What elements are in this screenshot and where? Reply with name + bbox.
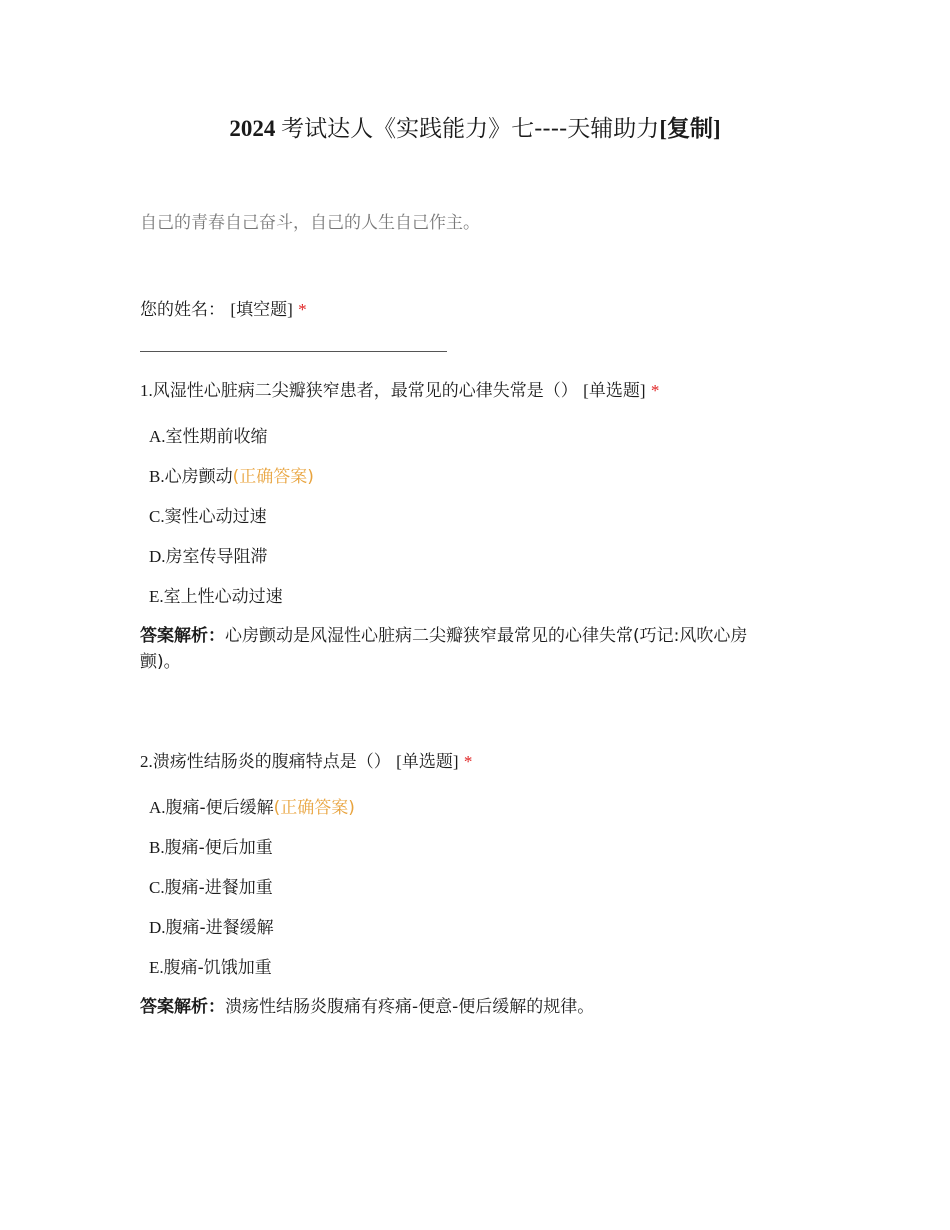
title-text: 考试达人《实践能力》七----天辅助力 (281, 116, 660, 142)
option-1e[interactable] (149, 585, 283, 609)
option-letter: D. (149, 547, 166, 566)
required-mark: * (463, 752, 473, 771)
question-type-tag: [单选题] (396, 752, 459, 771)
option-1a[interactable] (149, 425, 268, 449)
option-letter: C. (149, 507, 165, 526)
analysis-text-continued: 颤)。 (140, 652, 181, 672)
option-letter: B. (149, 467, 165, 486)
option-letter: A. (149, 798, 166, 817)
question-text: 溃疡性结肠炎的腹痛特点是（） (152, 752, 391, 772)
name-question-label: 您的姓名： (140, 300, 225, 320)
analysis-text: 溃疡性结肠炎腹痛有疼痛-便意-便后缓解的规律。 (225, 997, 595, 1017)
option-letter: C. (149, 878, 165, 897)
option-2e[interactable] (149, 956, 272, 980)
option-text: 腹痛-便后加重 (164, 838, 273, 858)
page-subtitle: 自己的青春自己奋斗，自己的人生自己作主。 (140, 213, 480, 233)
analysis-text: 心房颤动是风湿性心脏病二尖瓣狭窄最常见的心律失常(巧记:风吹心房 (225, 626, 748, 646)
option-letter: A. (149, 427, 166, 446)
question-1-analysis (140, 623, 810, 675)
option-2c[interactable] (149, 876, 273, 900)
option-1c[interactable] (149, 505, 267, 529)
option-1b[interactable] (149, 465, 314, 489)
required-mark: * (650, 381, 660, 400)
question-text: 风湿性心脏病二尖瓣狭窄患者，最常见的心律失常是（） (152, 381, 578, 401)
option-letter: B. (149, 838, 165, 857)
option-letter: D. (149, 918, 166, 937)
page-title (140, 110, 810, 143)
question-type-tag: [填空题] (230, 300, 293, 319)
analysis-label: 答案解析： (140, 626, 225, 646)
option-letter: E. (149, 958, 164, 977)
option-text: 腹痛-饥饿加重 (163, 958, 272, 978)
option-2d[interactable] (149, 916, 274, 940)
title-suffix: [复制] (659, 116, 721, 141)
question-number: 1. (140, 381, 153, 400)
option-text: 房室传导阻滞 (165, 547, 268, 567)
required-mark: * (298, 300, 307, 319)
option-text: 室性期前收缩 (165, 427, 268, 447)
option-2a[interactable] (149, 796, 355, 820)
name-question-title (140, 298, 810, 322)
question-type-tag: [单选题] (583, 381, 646, 400)
option-text: 心房颤动 (164, 467, 233, 487)
option-text: 窦性心动过速 (164, 507, 267, 527)
name-input-field[interactable] (140, 351, 447, 352)
question-number: 2. (140, 752, 153, 771)
correct-answer-tag: (正确答案) (232, 467, 314, 487)
correct-answer-tag: (正确答案) (273, 798, 355, 818)
option-text: 腹痛-进餐加重 (164, 878, 273, 898)
option-letter: E. (149, 587, 164, 606)
title-year: 2024 (229, 116, 276, 141)
option-text: 腹痛-进餐缓解 (165, 918, 274, 938)
option-text: 腹痛-便后缓解 (165, 798, 274, 818)
option-text: 室上性心动过速 (163, 587, 283, 607)
question-2-analysis (140, 994, 810, 1020)
question-2-title (140, 750, 810, 774)
option-2b[interactable] (149, 836, 273, 860)
question-1-title (140, 379, 810, 403)
analysis-label: 答案解析： (140, 997, 225, 1017)
option-1d[interactable] (149, 545, 268, 569)
